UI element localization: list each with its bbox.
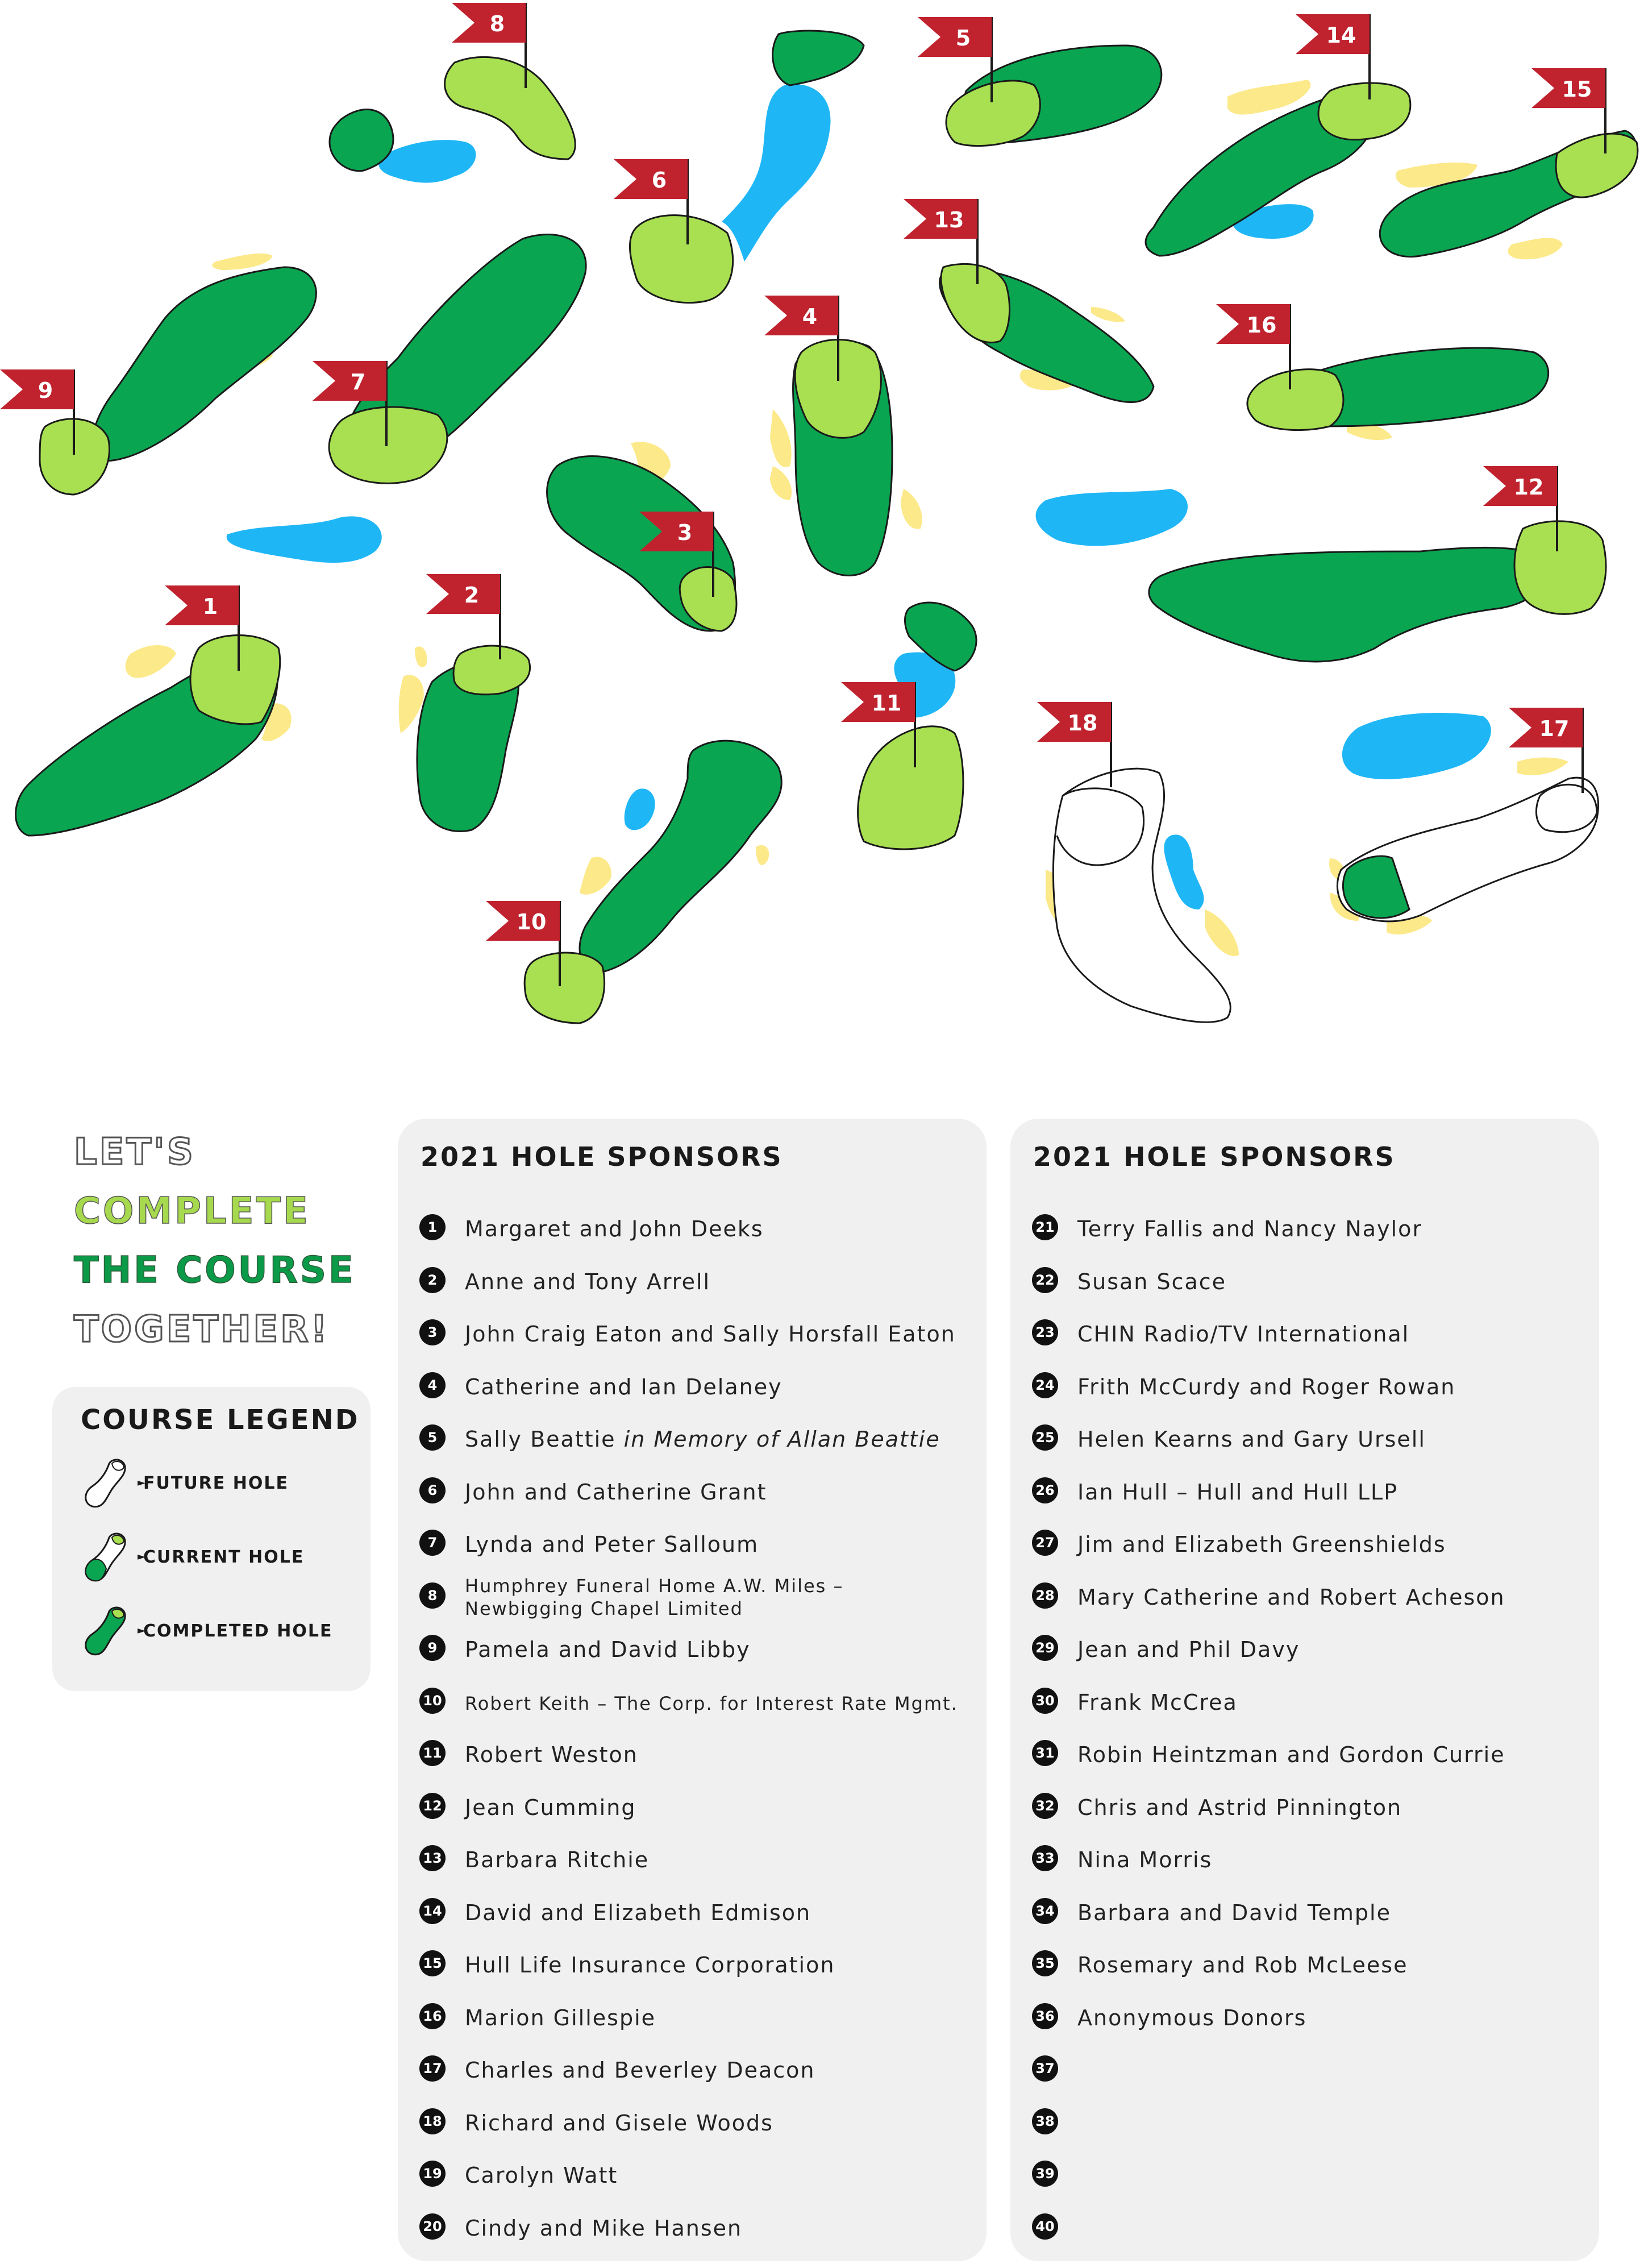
- sponsor-row: [1032, 1204, 1595, 1257]
- legend-label: FUTURE HOLE: [143, 1473, 289, 1493]
- hole-number-badge: 3: [419, 1319, 446, 1345]
- flag-icon: [426, 574, 500, 614]
- sponsor-row: [1032, 1888, 1595, 1941]
- sponsor-name: [465, 1575, 919, 1620]
- sand-trap: [1517, 758, 1568, 775]
- legend-item-current: [81, 1529, 353, 1586]
- fairway-hole-12: [1149, 547, 1549, 662]
- hole-number-badge: 18: [419, 2108, 446, 2134]
- current-hole-icon: [81, 1529, 132, 1586]
- sponsor-name-text: Susan Scace: [1077, 1269, 1227, 1294]
- sponsor-row: [419, 1888, 982, 1941]
- sand-trap: [1205, 909, 1239, 956]
- sponsor-name-text: Richard and Gisele Woods: [465, 2110, 773, 2136]
- sponsor-name: [1077, 1585, 1505, 1610]
- future-hole-icon: [81, 1455, 132, 1512]
- sponsor-row: [1032, 2203, 1595, 2256]
- sponsor-name: [465, 1953, 835, 1978]
- sponsor-name-text: CHIN Radio/TV International: [1077, 1322, 1410, 1347]
- legend-item-future: [81, 1455, 353, 1512]
- sponsor-row: [419, 1362, 982, 1415]
- sponsor-name-text: Pamela and David Libby: [465, 1637, 751, 1662]
- hole-number-badge: 6: [419, 1477, 446, 1503]
- flag-hole-18: [1037, 702, 1111, 787]
- sponsor-name-text: Jean Cumming: [465, 1795, 636, 1820]
- sponsor-row: [419, 1783, 982, 1835]
- sponsor-name: [465, 1637, 751, 1662]
- flag-icon: [452, 3, 526, 43]
- sponsor-name-text: Jim and Elizabeth Greenshields: [1077, 1532, 1446, 1557]
- sand-trap: [212, 254, 273, 270]
- sponsor-name: [465, 1480, 767, 1505]
- sponsor-name: [465, 1532, 759, 1557]
- sponsor-row: [1032, 1572, 1595, 1625]
- flag-number: 16: [1246, 313, 1277, 338]
- sponsor-name-text: Marion Gillespie: [465, 2005, 656, 2030]
- sponsor-row: [1032, 1730, 1595, 1783]
- sponsor-name-text: Carolyn Watt: [465, 2163, 618, 2188]
- hole-number-badge: 32: [1032, 1793, 1058, 1819]
- sponsor-name-text: Humphrey Funeral Home A.W. Miles – Newbigging Chapel Limited: [465, 1575, 844, 1619]
- sponsor-row: [419, 2098, 982, 2151]
- flag-number: 14: [1326, 23, 1356, 48]
- sponsor-name: [465, 1693, 958, 1714]
- sponsors-panel-left: [398, 1119, 987, 2261]
- sponsor-name: [1077, 1269, 1226, 1294]
- flag-number: 13: [934, 207, 964, 232]
- sponsor-name: [1077, 2005, 1306, 2030]
- sponsor-name-text: Barbara Ritchie: [465, 1847, 650, 1872]
- sponsor-row: [1032, 1257, 1595, 1310]
- hole-number-badge: 22: [1032, 1267, 1058, 1293]
- sponsor-name-text: Sally Beattie: [465, 1427, 616, 1452]
- sponsor-row: [1032, 1625, 1595, 1677]
- sponsor-name-text: Catherine and Ian Delaney: [465, 1374, 783, 1399]
- sponsors-panel-right: [1010, 1119, 1599, 2261]
- sponsor-name: [465, 1374, 783, 1399]
- hole-number-badge: 1: [419, 1214, 446, 1240]
- sponsor-row: [1032, 1467, 1595, 1520]
- hole-number-badge: 38: [1032, 2108, 1058, 2134]
- sponsor-name-text: Robert Weston: [465, 1742, 638, 1767]
- sand-trap: [770, 466, 792, 500]
- legend-label: COMPLETED HOLE: [143, 1621, 333, 1641]
- hole-number-badge: 30: [1032, 1688, 1058, 1714]
- sponsor-name: [465, 1216, 764, 1241]
- sponsor-name-text: Nina Morris: [1077, 1847, 1213, 1872]
- flag-number: 18: [1067, 711, 1098, 736]
- sponsor-row: [419, 1309, 982, 1362]
- hole-number-badge: 31: [1032, 1740, 1058, 1766]
- hole-number-badge: 17: [419, 2055, 446, 2082]
- sponsor-row: [1032, 2045, 1595, 2098]
- green-hole-10: [525, 953, 604, 1023]
- water-hazard: [227, 516, 382, 563]
- sponsor-name: [1077, 1953, 1408, 1978]
- sponsor-name-text: Terry Fallis and Nancy Naylor: [1077, 1216, 1422, 1241]
- sponsor-row: [419, 2150, 982, 2203]
- sponsor-name: [465, 1900, 811, 1925]
- sponsor-name: [465, 2058, 815, 2083]
- flag-number: 6: [651, 168, 667, 193]
- course-map: [0, 0, 1644, 1052]
- sponsor-name-text: Barbara and David Temple: [1077, 1900, 1391, 1925]
- hole-number-badge: 11: [419, 1740, 446, 1766]
- sand-trap: [1508, 238, 1563, 259]
- sponsor-name: [1077, 1322, 1409, 1347]
- sponsor-name-text: Hull Life Insurance Corporation: [465, 1953, 835, 1978]
- sponsor-row: [419, 1993, 982, 2046]
- hole-number-badge: 13: [419, 1845, 446, 1871]
- hole-number-badge: 21: [1032, 1214, 1058, 1240]
- sponsor-name: [1077, 1532, 1446, 1557]
- sand-trap: [580, 857, 611, 894]
- sponsor-row: [1032, 1993, 1595, 2046]
- sponsor-name: [465, 2005, 656, 2030]
- hole-number-badge: 27: [1032, 1530, 1058, 1556]
- tagline-line-1: LET'S: [74, 1131, 195, 1173]
- water-hazard: [1164, 834, 1204, 909]
- water-hazard: [722, 84, 831, 261]
- sponsor-row: [419, 1677, 982, 1730]
- hole-number-badge: 14: [419, 1898, 446, 1924]
- green-hole-1: [190, 635, 280, 724]
- sponsor-name: [1077, 1847, 1212, 1872]
- sponsor-name: [1077, 1480, 1398, 1505]
- sponsor-name: [465, 2111, 773, 2136]
- sponsor-name-text: David and Elizabeth Edmison: [465, 1900, 811, 1925]
- sponsor-row: [419, 1625, 982, 1677]
- hole-number-badge: 23: [1032, 1319, 1058, 1345]
- tagline: [74, 1123, 356, 1359]
- hole-number-badge: 28: [1032, 1582, 1058, 1609]
- green-hole-15: [1556, 134, 1638, 197]
- hole-number-badge: 5: [419, 1424, 446, 1451]
- flag-icon: [313, 361, 386, 401]
- sponsor-name-text: Mary Catherine and Robert Acheson: [1077, 1584, 1505, 1610]
- green-hole-6: [630, 215, 732, 303]
- sponsor-row: [1032, 2098, 1595, 2151]
- flag-number: 7: [350, 369, 366, 394]
- hole-number-badge: 7: [419, 1530, 446, 1556]
- flag-number: 11: [871, 691, 902, 716]
- hole-number-badge: 4: [419, 1372, 446, 1398]
- legend-label: CURRENT HOLE: [143, 1547, 305, 1567]
- flag-icon: [918, 17, 992, 57]
- sponsors-title: 2021 HOLE SPONSORS: [421, 1141, 783, 1172]
- tagline-line-2: COMPLETE: [74, 1190, 310, 1232]
- sponsor-row: [419, 1467, 982, 1520]
- sponsor-name-text: John and Catherine Grant: [465, 1479, 767, 1505]
- hole-number-badge: 2: [419, 1267, 446, 1293]
- tagline-line-4: TOGETHER!: [74, 1309, 330, 1351]
- sponsor-name-text: Helen Kearns and Gary Ursell: [1077, 1427, 1426, 1452]
- sponsor-name: [465, 1742, 638, 1767]
- sponsor-name: [1077, 1795, 1402, 1820]
- green-hole-7: [329, 407, 447, 483]
- fairway-hole-10: [580, 741, 781, 972]
- sponsor-row: [419, 1257, 982, 1310]
- sponsors-list: [419, 1204, 982, 2255]
- fairway-hole-6-tee: [773, 31, 864, 85]
- sponsor-name-text: Robin Heintzman and Gordon Currie: [1077, 1742, 1505, 1767]
- flag-number: 12: [1513, 475, 1544, 500]
- sponsor-name: [1077, 1374, 1455, 1399]
- water-hazard: [625, 788, 655, 830]
- sponsor-row: [419, 1204, 982, 1257]
- sponsor-row: [1032, 1940, 1595, 1993]
- sponsor-row: [419, 2203, 982, 2256]
- sponsor-name-text: Lynda and Peter Salloum: [465, 1532, 759, 1557]
- sponsor-name: [465, 1322, 956, 1347]
- sponsor-name-text: Anonymous Donors: [1077, 2005, 1307, 2030]
- completed-hole-icon: [81, 1603, 132, 1660]
- sponsor-row: [1032, 2150, 1595, 2203]
- legend-title: COURSE LEGEND: [81, 1404, 360, 1436]
- sponsor-name-text: Margaret and John Deeks: [465, 1216, 764, 1241]
- hole-number-badge: 33: [1032, 1845, 1058, 1871]
- hole-number-badge: 12: [419, 1793, 446, 1819]
- hole-number-badge: 29: [1032, 1635, 1058, 1661]
- flag-number: 10: [516, 909, 547, 934]
- flag-icon: [0, 369, 74, 409]
- flag-number: 17: [1539, 716, 1570, 741]
- flag-number: 5: [955, 26, 971, 51]
- hole-number-badge: 35: [1032, 1950, 1058, 1976]
- hole-number-badge: 37: [1032, 2055, 1058, 2082]
- sponsor-row: [1032, 1783, 1595, 1835]
- bullet-arrow-icon: ►: [138, 1625, 145, 1636]
- hole-number-badge: 24: [1032, 1372, 1058, 1398]
- sand-trap: [770, 409, 792, 467]
- water-hazard: [1036, 489, 1188, 546]
- sponsors-title: 2021 HOLE SPONSORS: [1033, 1141, 1396, 1172]
- sponsor-name: [465, 1795, 636, 1820]
- sponsor-row: [419, 1835, 982, 1888]
- sponsors-list: [1032, 1204, 1595, 2255]
- sponsor-row: [419, 1730, 982, 1783]
- sand-trap: [756, 845, 769, 865]
- sponsor-row: [1032, 1414, 1595, 1467]
- sponsor-name-text: Frank McCrea: [1077, 1689, 1238, 1715]
- sponsor-name: [465, 1847, 649, 1872]
- sponsor-name-text: Rosemary and Rob McLeese: [1077, 1953, 1408, 1978]
- sponsor-name-text: Charles and Beverley Deacon: [465, 2058, 815, 2083]
- sponsor-name: [1077, 1427, 1426, 1452]
- sponsor-name-text: Frith McCurdy and Roger Rowan: [1077, 1374, 1456, 1399]
- hole-number-badge: 8: [419, 1582, 446, 1609]
- green-hole-11: [858, 726, 963, 849]
- hole-number-badge: 10: [419, 1688, 446, 1714]
- sponsor-name-text: Ian Hull – Hull and Hull LLP: [1077, 1479, 1399, 1505]
- green-hole-16: [1247, 369, 1343, 430]
- sponsor-name: [1077, 1690, 1238, 1715]
- fairway-hole-9: [92, 267, 316, 461]
- flag-number: 3: [677, 520, 693, 545]
- bullet-arrow-icon: ►: [138, 1477, 145, 1489]
- hole-number-badge: 25: [1032, 1424, 1058, 1451]
- tagline-line-3: THE COURSE: [74, 1249, 356, 1291]
- hole-number-badge: 36: [1032, 2003, 1058, 2029]
- hole-number-badge: 16: [419, 2003, 446, 2029]
- sponsor-row: [1032, 1309, 1595, 1362]
- sponsor-row: [419, 1519, 982, 1572]
- sponsor-memo: in Memory of Allan Beattie: [623, 1427, 940, 1452]
- sand-trap: [126, 645, 176, 678]
- sponsor-name-text: John Craig Eaton and Sally Horsfall Eaton: [465, 1322, 956, 1347]
- sponsor-name-text: Cindy and Mike Hansen: [465, 2215, 743, 2241]
- sponsor-row: [419, 1940, 982, 1993]
- sponsor-row: [1032, 1677, 1595, 1730]
- sponsor-name: [465, 2216, 742, 2241]
- flag-number: 2: [464, 583, 480, 608]
- sand-trap: [415, 646, 427, 667]
- flag-number: 9: [38, 378, 53, 403]
- flag-number: 15: [1562, 77, 1592, 102]
- sponsor-name-text: Robert Keith – The Corp. for Interest Rate Mgmt.: [465, 1692, 958, 1714]
- flag-icon: [165, 585, 239, 625]
- flag-icon: [614, 159, 688, 199]
- flag-number: 4: [802, 304, 818, 329]
- sponsor-name: [1077, 1216, 1422, 1241]
- green-hole-12: [1514, 521, 1606, 614]
- legend-item-completed: [81, 1603, 353, 1660]
- course-legend: [52, 1387, 371, 1691]
- hole-number-badge: 39: [1032, 2161, 1058, 2187]
- sponsor-row: [419, 2045, 982, 2098]
- sponsor-name-text: Anne and Tony Arrell: [465, 1269, 711, 1294]
- sponsor-row: [1032, 1519, 1595, 1572]
- sand-trap: [1091, 307, 1125, 322]
- sponsor-row: [1032, 1362, 1595, 1415]
- sponsor-name: [1077, 1742, 1505, 1767]
- sand-trap: [901, 489, 922, 529]
- flag-number: 1: [202, 594, 218, 619]
- sponsor-name-text: Jean and Phil Davy: [1077, 1637, 1300, 1662]
- sponsor-row: [1032, 1835, 1595, 1888]
- hole-number-badge: 19: [419, 2161, 446, 2187]
- sponsor-name-text: Chris and Astrid Pinnington: [1077, 1795, 1402, 1820]
- green-hole-13: [941, 264, 1009, 342]
- sponsor-name: [465, 1269, 710, 1294]
- flag-number: 8: [489, 11, 505, 36]
- flag-icon: [764, 296, 838, 335]
- hole-number-badge: 15: [419, 1950, 446, 1976]
- sponsor-name: [1077, 1900, 1391, 1925]
- hole-number-badge: 9: [419, 1635, 446, 1661]
- hole-number-badge: 34: [1032, 1898, 1058, 1924]
- green-hole-14: [1318, 83, 1410, 140]
- hole-number-badge: 20: [419, 2213, 446, 2240]
- hole-number-badge: 40: [1032, 2213, 1058, 2240]
- sponsor-name: [1077, 1637, 1300, 1662]
- sponsor-row: [419, 1572, 982, 1625]
- bullet-arrow-icon: ►: [138, 1551, 145, 1563]
- sponsor-name: [465, 1427, 940, 1452]
- sponsor-row: [419, 1414, 982, 1467]
- sponsor-name: [465, 2163, 618, 2188]
- hole-number-badge: 26: [1032, 1477, 1058, 1503]
- water-hazard: [1342, 713, 1491, 779]
